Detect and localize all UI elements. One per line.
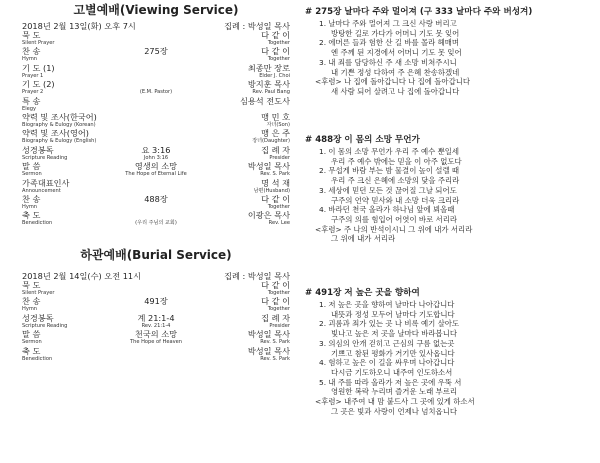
burial-service-title: 하관예배(Burial Service) — [80, 248, 232, 262]
viewing-order-left-text: 찬 송 — [22, 46, 41, 57]
viewing-order-left-text: 말 씀 — [22, 161, 41, 172]
viewing-order-subtitle — [22, 220, 290, 227]
viewing-order-center-text: The Hope of Eternal Life — [125, 171, 187, 178]
viewing-order-left-text: Scripture Reading — [22, 154, 68, 161]
viewing-order-item — [22, 80, 290, 89]
hymn-line: 3. 내 죄를 담당하신 주 새 소망 비쳐주시니 — [319, 57, 457, 67]
burial-order-left-text: 말 씀 — [22, 329, 41, 340]
burial-order-center-text: The Hope of Heaven — [129, 339, 183, 346]
burial-order-right-text: Rev. S. Park — [260, 339, 290, 346]
viewing-order-left-text: 약력 및 조사(한국어) — [22, 111, 97, 122]
hymn-line: 3. 세상에 믿던 모든 것 끊어질 그날 되어도 — [319, 185, 457, 195]
burial-order-center-text: 491장 — [144, 296, 168, 307]
burial-order-left-text: 축 도 — [22, 345, 41, 356]
viewing-order-left-text: 성경봉독 — [22, 144, 54, 155]
viewing-order-left-text: 가족대표인사 — [22, 177, 70, 188]
burial-order-right-text: Together — [267, 290, 290, 296]
viewing-order-right-text: Rev. Paul Bang — [252, 89, 290, 96]
hymn-line: 다시금 기도하오니 내주여 인도하소서 — [331, 367, 453, 377]
viewing-order-right-text: 다 같 이 — [261, 46, 290, 57]
viewing-order-item — [22, 113, 290, 122]
burial-order-right-text: 집례 : 박성일 목사 — [224, 271, 290, 281]
burial-order-left-text: 성경봉독 — [22, 312, 54, 323]
burial-order-left-text: Benediction — [22, 355, 53, 362]
hymn-line: 기쁘고 참된 평화가 거기만 있사옵니다 — [331, 348, 455, 358]
burial-order-left-text: Sermon — [22, 339, 42, 346]
viewing-order-center-text: John 3:16 — [143, 154, 169, 161]
viewing-order-item — [22, 195, 290, 204]
hymn-line: 1. 날마다 주와 멀어져 그 크신 사랑 버리고 — [319, 19, 457, 28]
hymn-line: 5. 내 주를 따라 올라가 저 높은 곳에 우뚝 서 — [319, 377, 462, 387]
viewing-order-item — [22, 162, 290, 171]
hymn-line: 엔 주께 된 지경에서 어머니 기도 못 잊어 — [331, 48, 462, 58]
burial-order-center-text: 계 21:1-4 — [137, 312, 175, 323]
viewing-order-item — [22, 47, 290, 56]
viewing-order-right-text: Elder J. Choi — [259, 72, 290, 79]
burial-order-item — [22, 297, 290, 306]
viewing-order-right-text: 남편(Husband) — [253, 187, 290, 194]
viewing-order-item — [22, 22, 290, 31]
viewing-order-right-text: 이광은 목사 — [247, 210, 290, 221]
viewing-order-left-text: Hymn — [22, 203, 38, 210]
hymn-block — [305, 134, 595, 244]
viewing-order-right-text: 집 례 자 — [261, 144, 290, 155]
burial-order-right-text: 다 같 이 — [261, 296, 290, 307]
viewing-order-item — [22, 146, 290, 155]
viewing-order-center-text: 요 3:16 — [141, 144, 171, 155]
viewing-order-right-text: Rev. S. Park — [260, 171, 290, 178]
burial-order-left-text: 묵 도 — [22, 280, 41, 290]
hymn-line: 내뜻과 정성 모두어 날마다 기도합니다 — [331, 309, 455, 319]
viewing-order-center-text: 영생의 소망 — [134, 161, 178, 172]
viewing-order-center-text: (E.M. Pastor) — [139, 89, 173, 96]
burial-order-right-text: 다 같 이 — [261, 280, 290, 290]
hymn-line: 우리 주 예수 밖에는 믿을 이 아주 없도다 — [331, 156, 462, 166]
viewing-order-left-text: Benediction — [22, 220, 53, 227]
hymn-line: 영원한 복락 누리며 즐거운 노래 부르리 — [331, 387, 457, 397]
burial-order-left-text: Scripture Reading — [22, 322, 68, 329]
viewing-order-left-text: Biography & Eulogy (English) — [22, 138, 97, 145]
viewing-order-right-text: 박성일 목사 — [247, 161, 290, 172]
burial-order-item — [22, 347, 290, 356]
burial-order-left-text: 찬 송 — [22, 296, 41, 307]
burial-order-right-text: 박성일 목사 — [247, 329, 290, 340]
viewing-order-left-text: 찬 송 — [22, 193, 41, 204]
viewing-service-order — [22, 22, 290, 228]
viewing-order-right-text: 자녀(Son) — [266, 121, 290, 128]
burial-order-right-text: Together — [267, 306, 290, 313]
viewing-order-left-text: 기 도 (1) — [22, 62, 55, 73]
viewing-order-right-text: 다 같 이 — [261, 30, 290, 40]
viewing-order-item — [22, 211, 290, 220]
hymn-line: <후렴> 주 나의 반석이시니 그 위에 내가 서리라 — [315, 224, 473, 234]
burial-order-right-text: Presider — [269, 322, 290, 329]
burial-order-center-text: Rev. 21:1-4 — [141, 322, 171, 329]
viewing-order-left-text: Biography & Eulogy (Korean) — [22, 121, 96, 128]
viewing-order-left-text: 2018년 2월 13일(화) 오후 7시 — [22, 21, 136, 31]
viewing-order-right-text: Together — [267, 203, 290, 210]
viewing-order-left-text: 기 도 (2) — [22, 79, 55, 90]
viewing-order-item — [22, 64, 290, 73]
hymn-title: # 488장 이 몸의 소망 무언가 — [305, 135, 420, 145]
hymn-line: 그 곳은 빛과 사랑이 언제나 넘치옵니다 — [331, 406, 457, 416]
burial-service-order — [22, 272, 290, 363]
viewing-order-center-text: 488장 — [144, 193, 168, 204]
hymn-block — [305, 6, 595, 97]
viewing-order-left-text: Silent Prayer — [22, 40, 55, 46]
hymn-line: 그 위에 내가 서리라 — [331, 234, 396, 244]
viewing-order-center-text: (우리 주님의 교회) — [135, 220, 177, 227]
hymn-line: 1. 저 높은 곳을 향하여 날마다 나아갑니다 — [319, 300, 455, 309]
hymn-line: 2. 괴롬과 죄가 있는 곳 나 비록 예기 살아도 — [319, 319, 460, 329]
viewing-order-item — [22, 129, 290, 138]
hymn-line: 구주의 언약 믿사와 내 소망 더욱 크리라 — [331, 195, 460, 205]
burial-order-item — [22, 330, 290, 339]
viewing-order-right-text: 명 석 재 — [261, 177, 290, 188]
viewing-order-right-text: Rev. Lee — [268, 220, 290, 227]
viewing-order-right-text: Presider — [269, 154, 290, 161]
hymn-line: 4. 바라던 천국 올라가 하나님 앞에 뵈올때 — [319, 205, 455, 215]
hymn-verses — [305, 147, 595, 244]
viewing-order-right-text: Together — [267, 56, 290, 63]
viewing-order-right-text: Together — [267, 40, 290, 46]
burial-order-center-text: 천국의 소망 — [134, 329, 178, 340]
viewing-order-left-text: Announcement — [22, 187, 61, 194]
viewing-order-right-text: 장녀(Daughter) — [252, 138, 290, 145]
hymn-line: 1. 이 몸의 소망 무언가 우리 주 예수 뿐일세 — [319, 147, 460, 156]
viewing-order-right-text: 맹 민 호 — [261, 111, 290, 122]
hymn-line: 내 기쁜 정성 다하여 주 은혜 찬송하겠네 — [331, 67, 460, 77]
viewing-order-left-text: 축 도 — [22, 210, 41, 221]
hymn-line: 방탕한 길로 가다가 어머니 기도 못 잊어 — [331, 28, 460, 38]
viewing-order-left-text: Prayer 1 — [22, 72, 44, 79]
viewing-order-right-text: 방지훈 목사 — [247, 79, 290, 90]
burial-order-item — [22, 272, 290, 281]
viewing-order-left-text: 묵 도 — [22, 30, 41, 40]
viewing-order-left-text: 약력 및 조사(영어) — [22, 128, 89, 139]
viewing-order-left-text: Hymn — [22, 56, 38, 63]
hymn-title: # 275장 날마다 주와 멀어져 (구 333 날마다 주와 버성겨) — [305, 7, 533, 17]
burial-order-left-text: Hymn — [22, 306, 38, 313]
hymn-line: 구주의 의를 힘입어 어엿이 바로 서리라 — [331, 214, 457, 224]
viewing-order-right-text: 맹 은 주 — [261, 128, 290, 139]
hymn-line: <후렴> 나 집에 돌아갑니다 나 집에 돌아갑니다 — [315, 77, 470, 87]
hymn-line: 2. 무섭게 바람 부는 밤 물결이 높이 설렐 때 — [319, 166, 460, 176]
burial-order-right-text: 박성일 목사 — [247, 345, 290, 356]
burial-order-left-text: Silent Prayer — [22, 290, 55, 296]
viewing-order-left-text: 특 송 — [22, 95, 41, 106]
hymn-line: 빛나고 높은 저 곳을 날마다 바라봅니다 — [331, 329, 457, 339]
viewing-order-item — [22, 97, 290, 106]
viewing-order-left-text: Prayer 2 — [22, 89, 44, 96]
viewing-order-right-text: 최종만 장로 — [247, 62, 290, 73]
burial-order-left-text: 2018년 2월 14일(수) 오전 11시 — [22, 271, 142, 281]
burial-order-subtitle — [22, 356, 290, 363]
burial-order-item — [22, 281, 290, 290]
viewing-order-left-text: Elegy — [22, 105, 37, 112]
hymn-block — [305, 287, 595, 416]
hymn-line: 4. 험하고 높은 이 길을 싸우며 나아갑니다 — [319, 358, 455, 368]
burial-order-item — [22, 314, 290, 323]
hymn-line: 2. 에머른 들과 험한 산 길 바를 몰라 헤매며 — [319, 38, 460, 48]
hymn-line: 새 사람 되어 살려고 나 집에 돌아갑니다 — [331, 86, 460, 96]
hymn-verses — [305, 300, 595, 416]
burial-order-right-text: 집 례 자 — [261, 312, 290, 323]
viewing-order-item — [22, 179, 290, 188]
viewing-order-right-text: 다 같 이 — [261, 193, 290, 204]
viewing-order-right-text: 집례 : 박성일 목사 — [224, 21, 290, 31]
hymn-title: # 491장 저 높은 곳을 향하여 — [305, 288, 420, 298]
viewing-order-right-text: 심용석 전도사 — [239, 95, 290, 106]
hymn-line: <후렴> 내주여 내 맘 붙드사 그 곳에 있게 하소서 — [315, 397, 475, 407]
viewing-order-center-text: 275장 — [144, 46, 168, 57]
hymn-line: 우리 주 크신 은혜에 소망의 닻을 주리라 — [331, 176, 460, 186]
viewing-service-title: 고별예배(Viewing Service) — [73, 3, 239, 17]
hymn-line: 3. 의심의 안개 걷히고 근심의 구름 없는곳 — [319, 338, 455, 348]
burial-order-right-text: Rev. S. Park — [260, 355, 290, 362]
hymn-verses — [305, 19, 595, 97]
viewing-order-item — [22, 31, 290, 40]
viewing-order-left-text: Sermon — [22, 171, 42, 178]
